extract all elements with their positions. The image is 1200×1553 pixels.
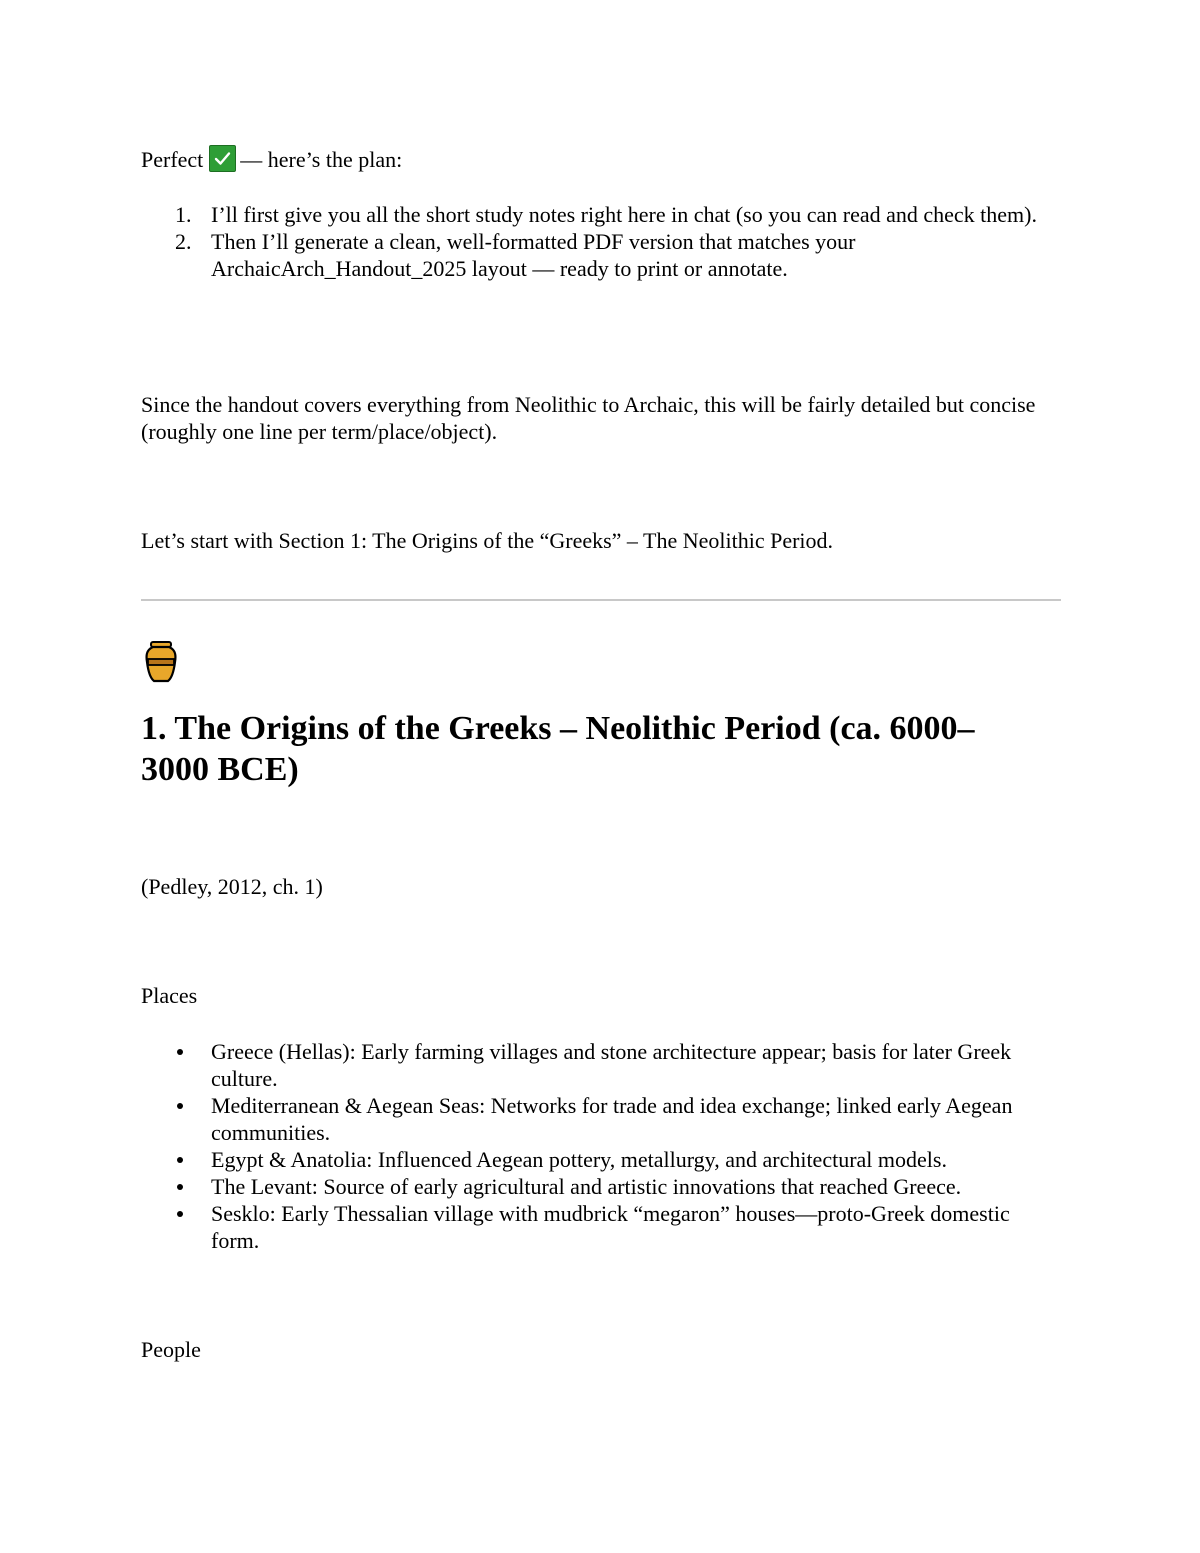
bullet-icon <box>177 1184 183 1190</box>
amphora-icon <box>144 640 178 690</box>
list-item-text: Mediterranean & Aegean Seas: Networks for trade and idea exchange; linked early Aegean communities. <box>211 1093 1013 1145</box>
people-heading: People <box>141 1337 201 1362</box>
bullet-icon <box>177 1211 183 1217</box>
bullet-icon <box>177 1157 183 1163</box>
plan-item-text: Then I’ll generate a clean, well-formatted PDF version that matches your ArchaicArch_Handout_2025 layout — ready to print or annotate. <box>211 229 856 281</box>
intro-prefix: Perfect <box>141 147 204 172</box>
bullet-icon <box>177 1049 183 1055</box>
horizontal-divider <box>141 599 1061 601</box>
section-title: 1. The Origins of the Greeks – Neolithic Period (ca. 6000–3000 BCE) <box>141 710 975 788</box>
scope-note: Since the handout covers everything from Neolithic to Archaic, this will be fairly detailed but concise (roughly one line per term/place/object). <box>141 392 1036 444</box>
list-item-text: Sesklo: Early Thessalian village with mudbrick “megaron” houses—proto-Greek domestic form. <box>211 1201 1010 1253</box>
intro-line <box>141 145 1061 173</box>
plan-list <box>141 201 1061 282</box>
list-item <box>141 1146 1061 1173</box>
places-heading: Places <box>141 983 198 1008</box>
list-item <box>141 1092 1061 1146</box>
list-item <box>141 1038 1061 1092</box>
section-citation: (Pedley, 2012, ch. 1) <box>141 874 323 899</box>
list-item <box>141 1200 1061 1254</box>
list-item <box>141 1173 1061 1200</box>
start-note: Let’s start with Section 1: The Origins of the “Greeks” – The Neolithic Period. <box>141 528 834 553</box>
places-list <box>141 1038 1061 1254</box>
list-item-text: The Levant: Source of early agricultural and artistic innovations that reached Greece. <box>211 1174 962 1199</box>
plan-item <box>141 228 1061 282</box>
plan-item-text: I’ll first give you all the short study notes right here in chat (so you can read and check them). <box>211 202 1037 227</box>
check-mark-button-icon <box>209 145 236 172</box>
intro-suffix: — here’s the plan: <box>240 147 403 172</box>
bullet-icon <box>177 1103 183 1109</box>
list-item-text: Egypt & Anatolia: Influenced Aegean pottery, metallurgy, and architectural models. <box>211 1147 947 1172</box>
plan-item <box>141 201 1061 228</box>
list-item-text: Greece (Hellas): Early farming villages and stone architecture appear; basis for later Greek culture. <box>211 1039 1012 1091</box>
plan-item-number: 1. <box>175 202 192 227</box>
plan-item-number: 2. <box>175 229 192 254</box>
